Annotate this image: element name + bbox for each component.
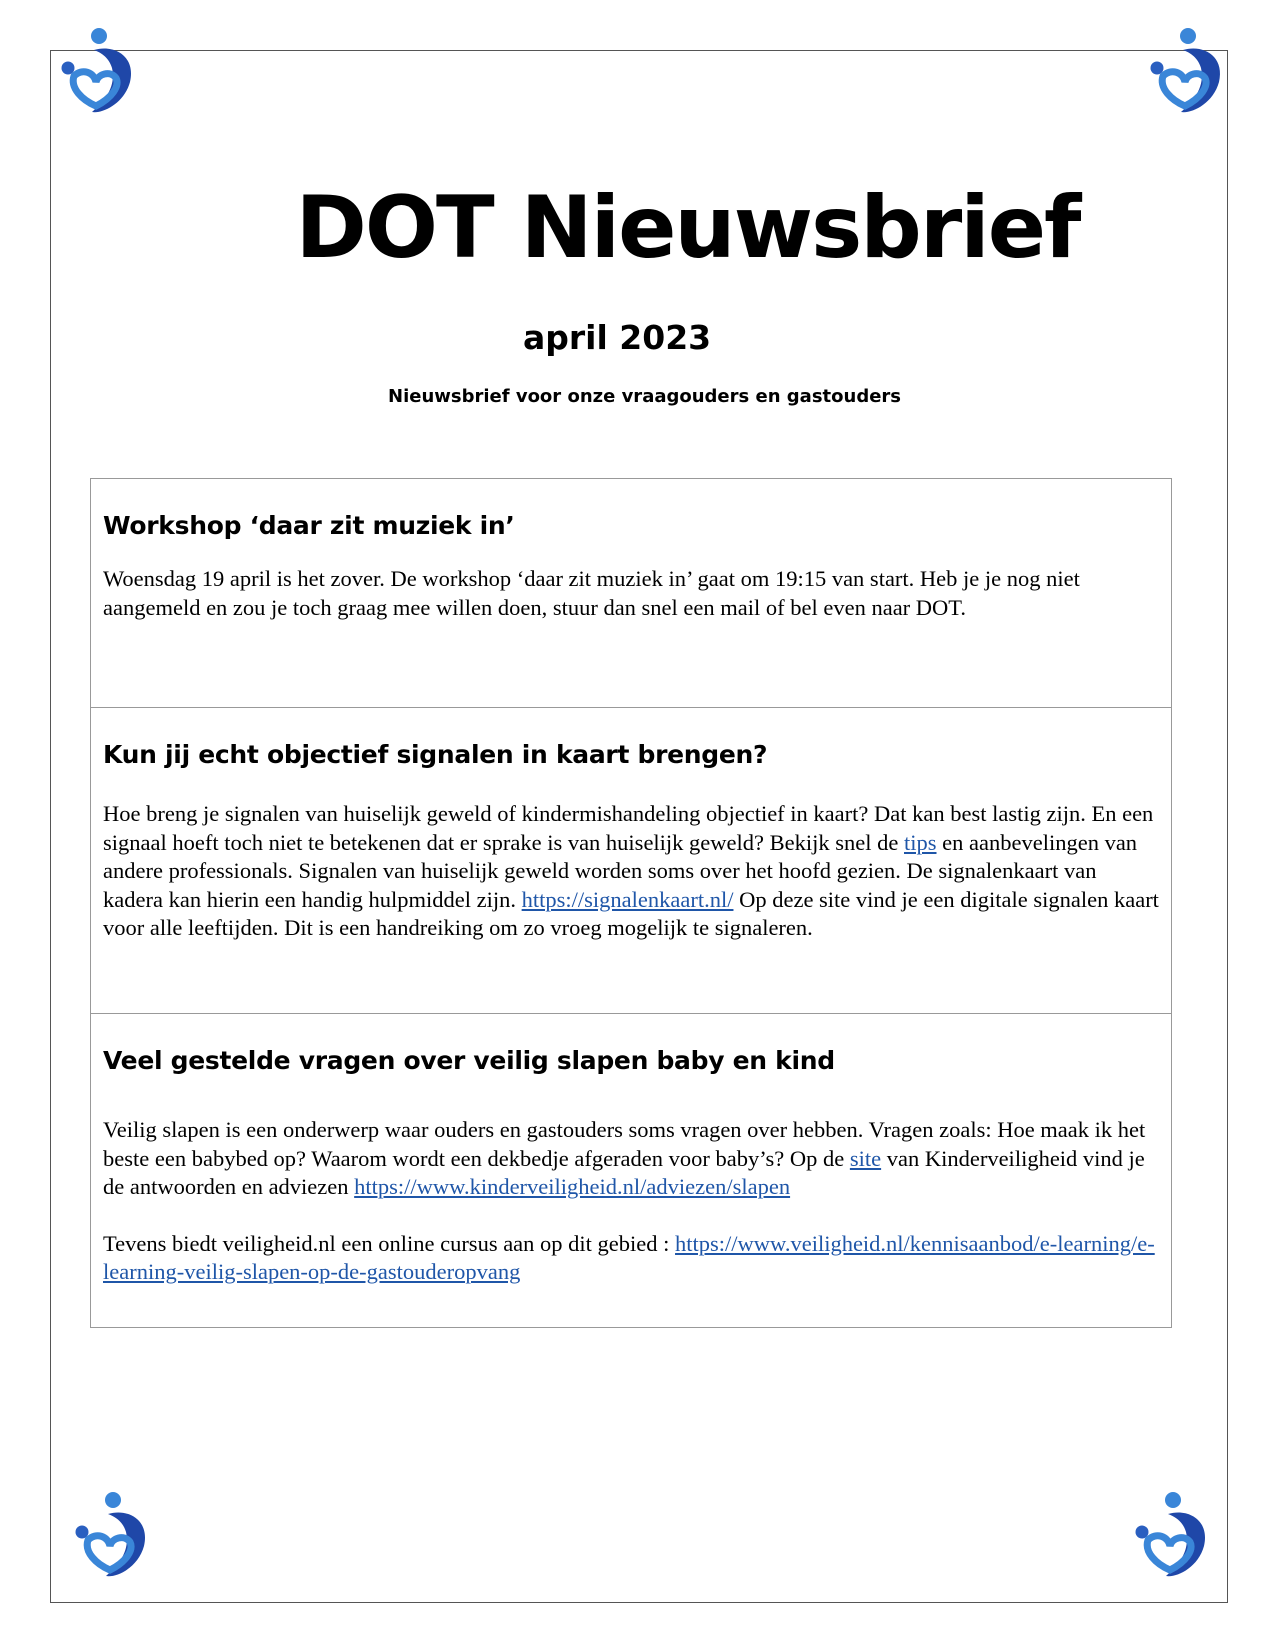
body-text: Tevens biedt veiligheid.nl een online cursus aan op dit gebied :: [103, 1230, 676, 1256]
dot-logo-icon: [68, 1490, 154, 1582]
tips-link[interactable]: tips: [904, 829, 937, 855]
section-veilig-slapen: [91, 1013, 1171, 1327]
tagline: Nieuwsbrief voor onze vraagouders en gastouders: [388, 386, 901, 407]
section-body: Woensdag 19 april is het zover. De workshop ‘daar zit muziek in’ gaat om 19:15 van start. Heb je je nog niet aangemeld en zou je toch graag mee willen doen, stuur dan snel een mail of bel even naar DOT.: [103, 566, 1080, 620]
body-text: Op deze site vind je een digitale signalen kaart voor alle leeftijden. Dit is een handreiking om zo vroeg mogelijk te signaleren.: [103, 886, 1159, 940]
dot-logo-icon: [1143, 26, 1229, 118]
kinderveiligheid-link[interactable]: https://www.kinderveiligheid.nl/adviezen/slapen: [354, 1174, 791, 1199]
page-title: DOT Nieuwsbrief: [295, 178, 1080, 278]
body-text: Veilig slapen is een onderwerp waar ouders en gastouders soms vragen over hebben. Vragen zoals: Hoe maak ik het beste een babybed op? Waarom wordt een dekbedje afgeraden voor baby’s? Op de: [103, 1117, 1146, 1171]
dot-logo-icon: [1128, 1490, 1214, 1582]
section-heading: Workshop ‘daar zit muziek in’: [103, 511, 515, 540]
section-heading: Kun jij echt objectief signalen in kaart brengen?: [103, 740, 768, 769]
body-text: Hoe breng je signalen van huiselijk geweld of kindermishandeling objectief in kaart? Dat kan best lastig zijn. En een signaal hoeft toch niet te betekenen dat er sprake is van huiselijk geweld? Bekijk snel de: [103, 801, 1154, 855]
body-text: en aanbevelingen van andere professionals. Signalen van huiselijk geweld worden soms over het hoofd gezien. De signalenkaart van kadera kan hierin een handig hulpmiddel zijn.: [103, 829, 1138, 912]
dot-logo-icon: [54, 26, 140, 118]
section-workshop: [91, 479, 1171, 707]
section-body: [103, 1230, 1161, 1287]
content-boxes: [90, 478, 1172, 1328]
section-signalen: [91, 707, 1171, 1013]
site-link[interactable]: site: [849, 1145, 882, 1171]
section-body: [103, 800, 1161, 943]
body-text: van Kinderveiligheid vind je de antwoorden en adviezen: [103, 1145, 1145, 1199]
section-heading: Veel gestelde vragen over veilig slapen baby en kind: [103, 1046, 835, 1075]
issue-date: april 2023: [523, 318, 712, 357]
veiligheid-elearning-link[interactable]: https://www.veiligheid.nl/kennisaanbod/e-learning/e-learning-veilig-slapen-op-de-gastouderopvang: [103, 1230, 1155, 1284]
section-body: [103, 1116, 1161, 1202]
signalenkaart-link[interactable]: https://signalenkaart.nl/: [521, 886, 734, 912]
